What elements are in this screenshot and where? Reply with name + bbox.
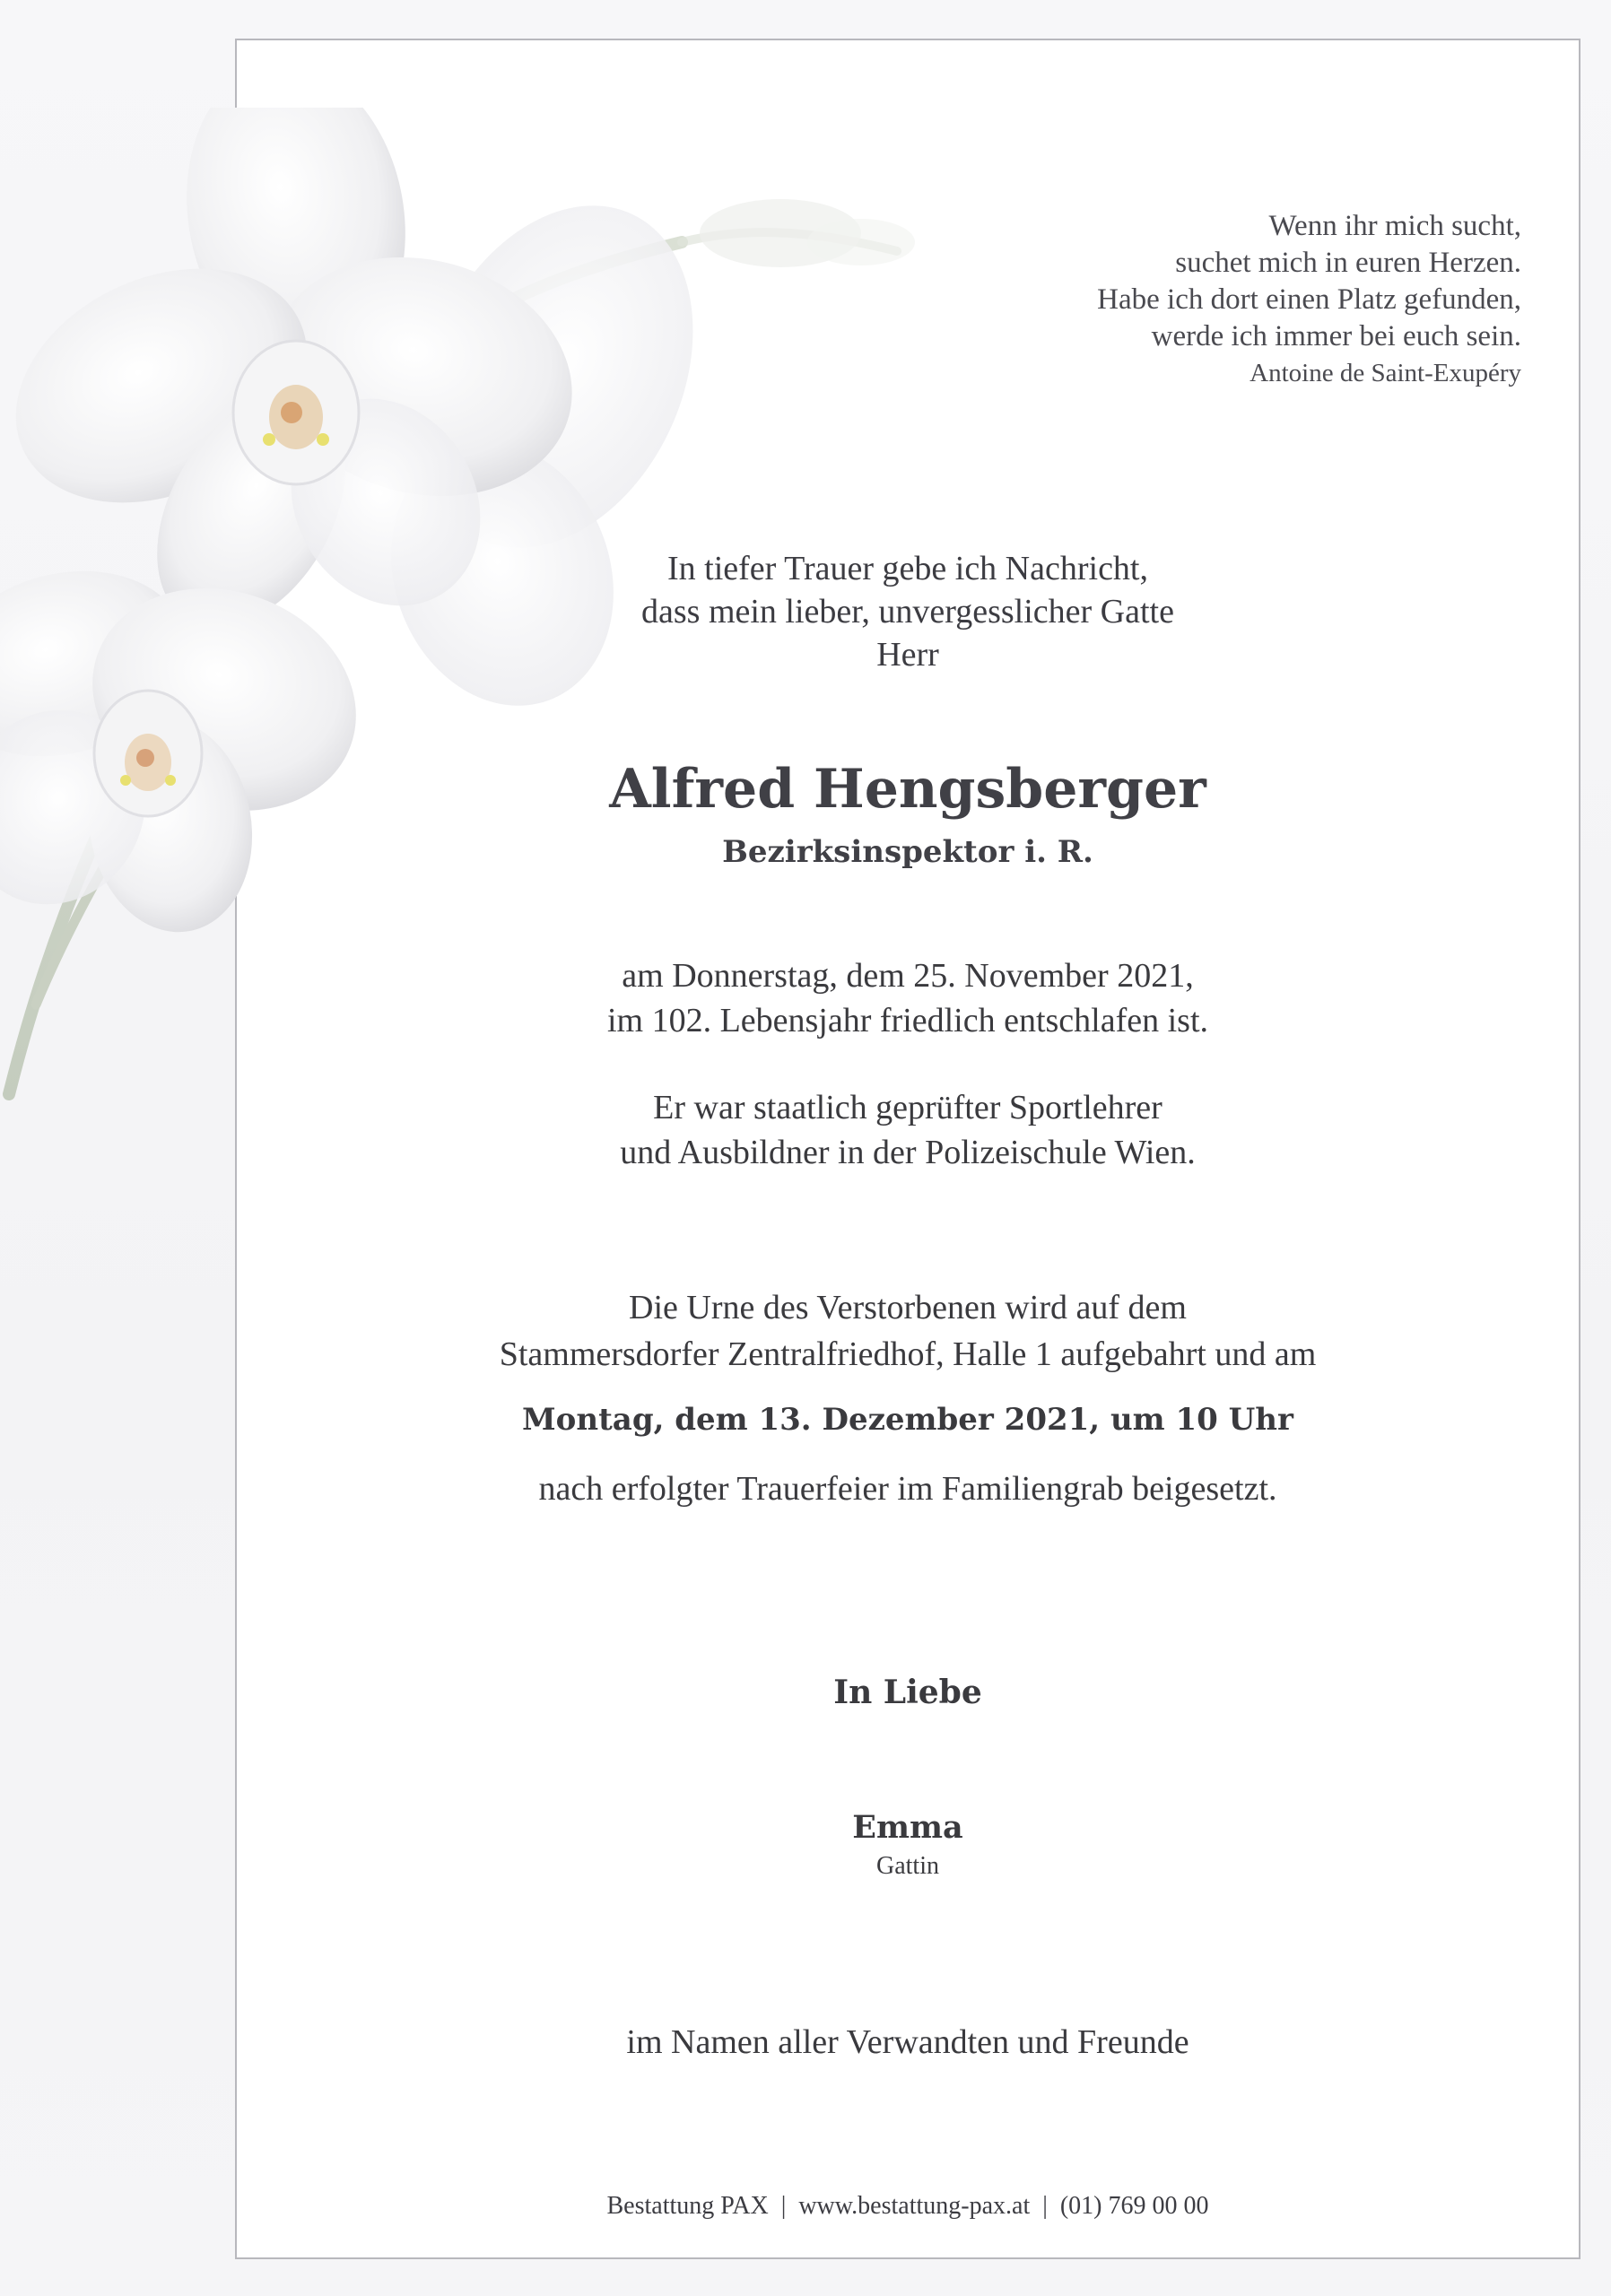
urn-line: Stammersdorfer Zentralfriedhof, Halle 1 aufgebahrt und am [499, 1335, 1317, 1373]
footer-company: Bestattung PAX [606, 2192, 769, 2220]
quote-line: suchet mich in euren Herzen. [1175, 247, 1521, 279]
footer-website: www.bestattung-pax.at [798, 2192, 1031, 2220]
urn-details [235, 1284, 1581, 1378]
in-love-heading: In Liebe [833, 1674, 982, 1711]
quote-line: Wenn ihr mich sucht, [1268, 210, 1521, 242]
footer-separator: | [780, 2192, 787, 2220]
quote-line: Habe ich dort einen Platz gefunden, [1097, 283, 1521, 316]
career-line: und Ausbildner in der Polizeischule Wien. [620, 1134, 1196, 1171]
mourner-name: Emma [852, 1809, 963, 1846]
burial-date: Montag, dem 13. Dezember 2021, um 10 Uhr [522, 1402, 1293, 1438]
death-line: am Donnerstag, dem 25. November 2021, [622, 957, 1194, 995]
mourner-relation: Gattin [876, 1852, 939, 1880]
death-line: im 102. Lebensjahr friedlich entschlafen ist. [606, 1002, 1209, 1039]
announcement-intro [235, 547, 1581, 676]
career-details [235, 1085, 1581, 1175]
death-details [235, 953, 1581, 1043]
deceased-title: Bezirksinspektor i. R. [722, 834, 1093, 870]
career-line: Er war staatlich geprüfter Sportlehrer [653, 1089, 1163, 1126]
deceased-name: Alfred Hengsberger [609, 758, 1206, 821]
intro-line: In tiefer Trauer gebe ich Nachricht, [666, 550, 1148, 587]
quote-line: werde ich immer bei euch sein. [1151, 320, 1521, 352]
ceremony-text: nach erfolgter Trauerfeier im Familiengrab beigesetzt. [538, 1470, 1277, 1508]
quote-author: Antoine de Saint-Exupéry [1250, 359, 1521, 387]
footer-separator: | [1042, 2192, 1048, 2220]
urn-line: Die Urne des Verstorbenen wird auf dem [629, 1289, 1187, 1326]
intro-line: dass mein lieber, unvergesslicher Gatte [641, 593, 1174, 631]
footer-phone: (01) 769 00 00 [1059, 2192, 1209, 2220]
closing-text: im Namen aller Verwandten und Freunde [626, 2023, 1189, 2061]
poem-quote [1097, 208, 1521, 392]
intro-line: Herr [876, 636, 939, 674]
footer [235, 2190, 1581, 2222]
